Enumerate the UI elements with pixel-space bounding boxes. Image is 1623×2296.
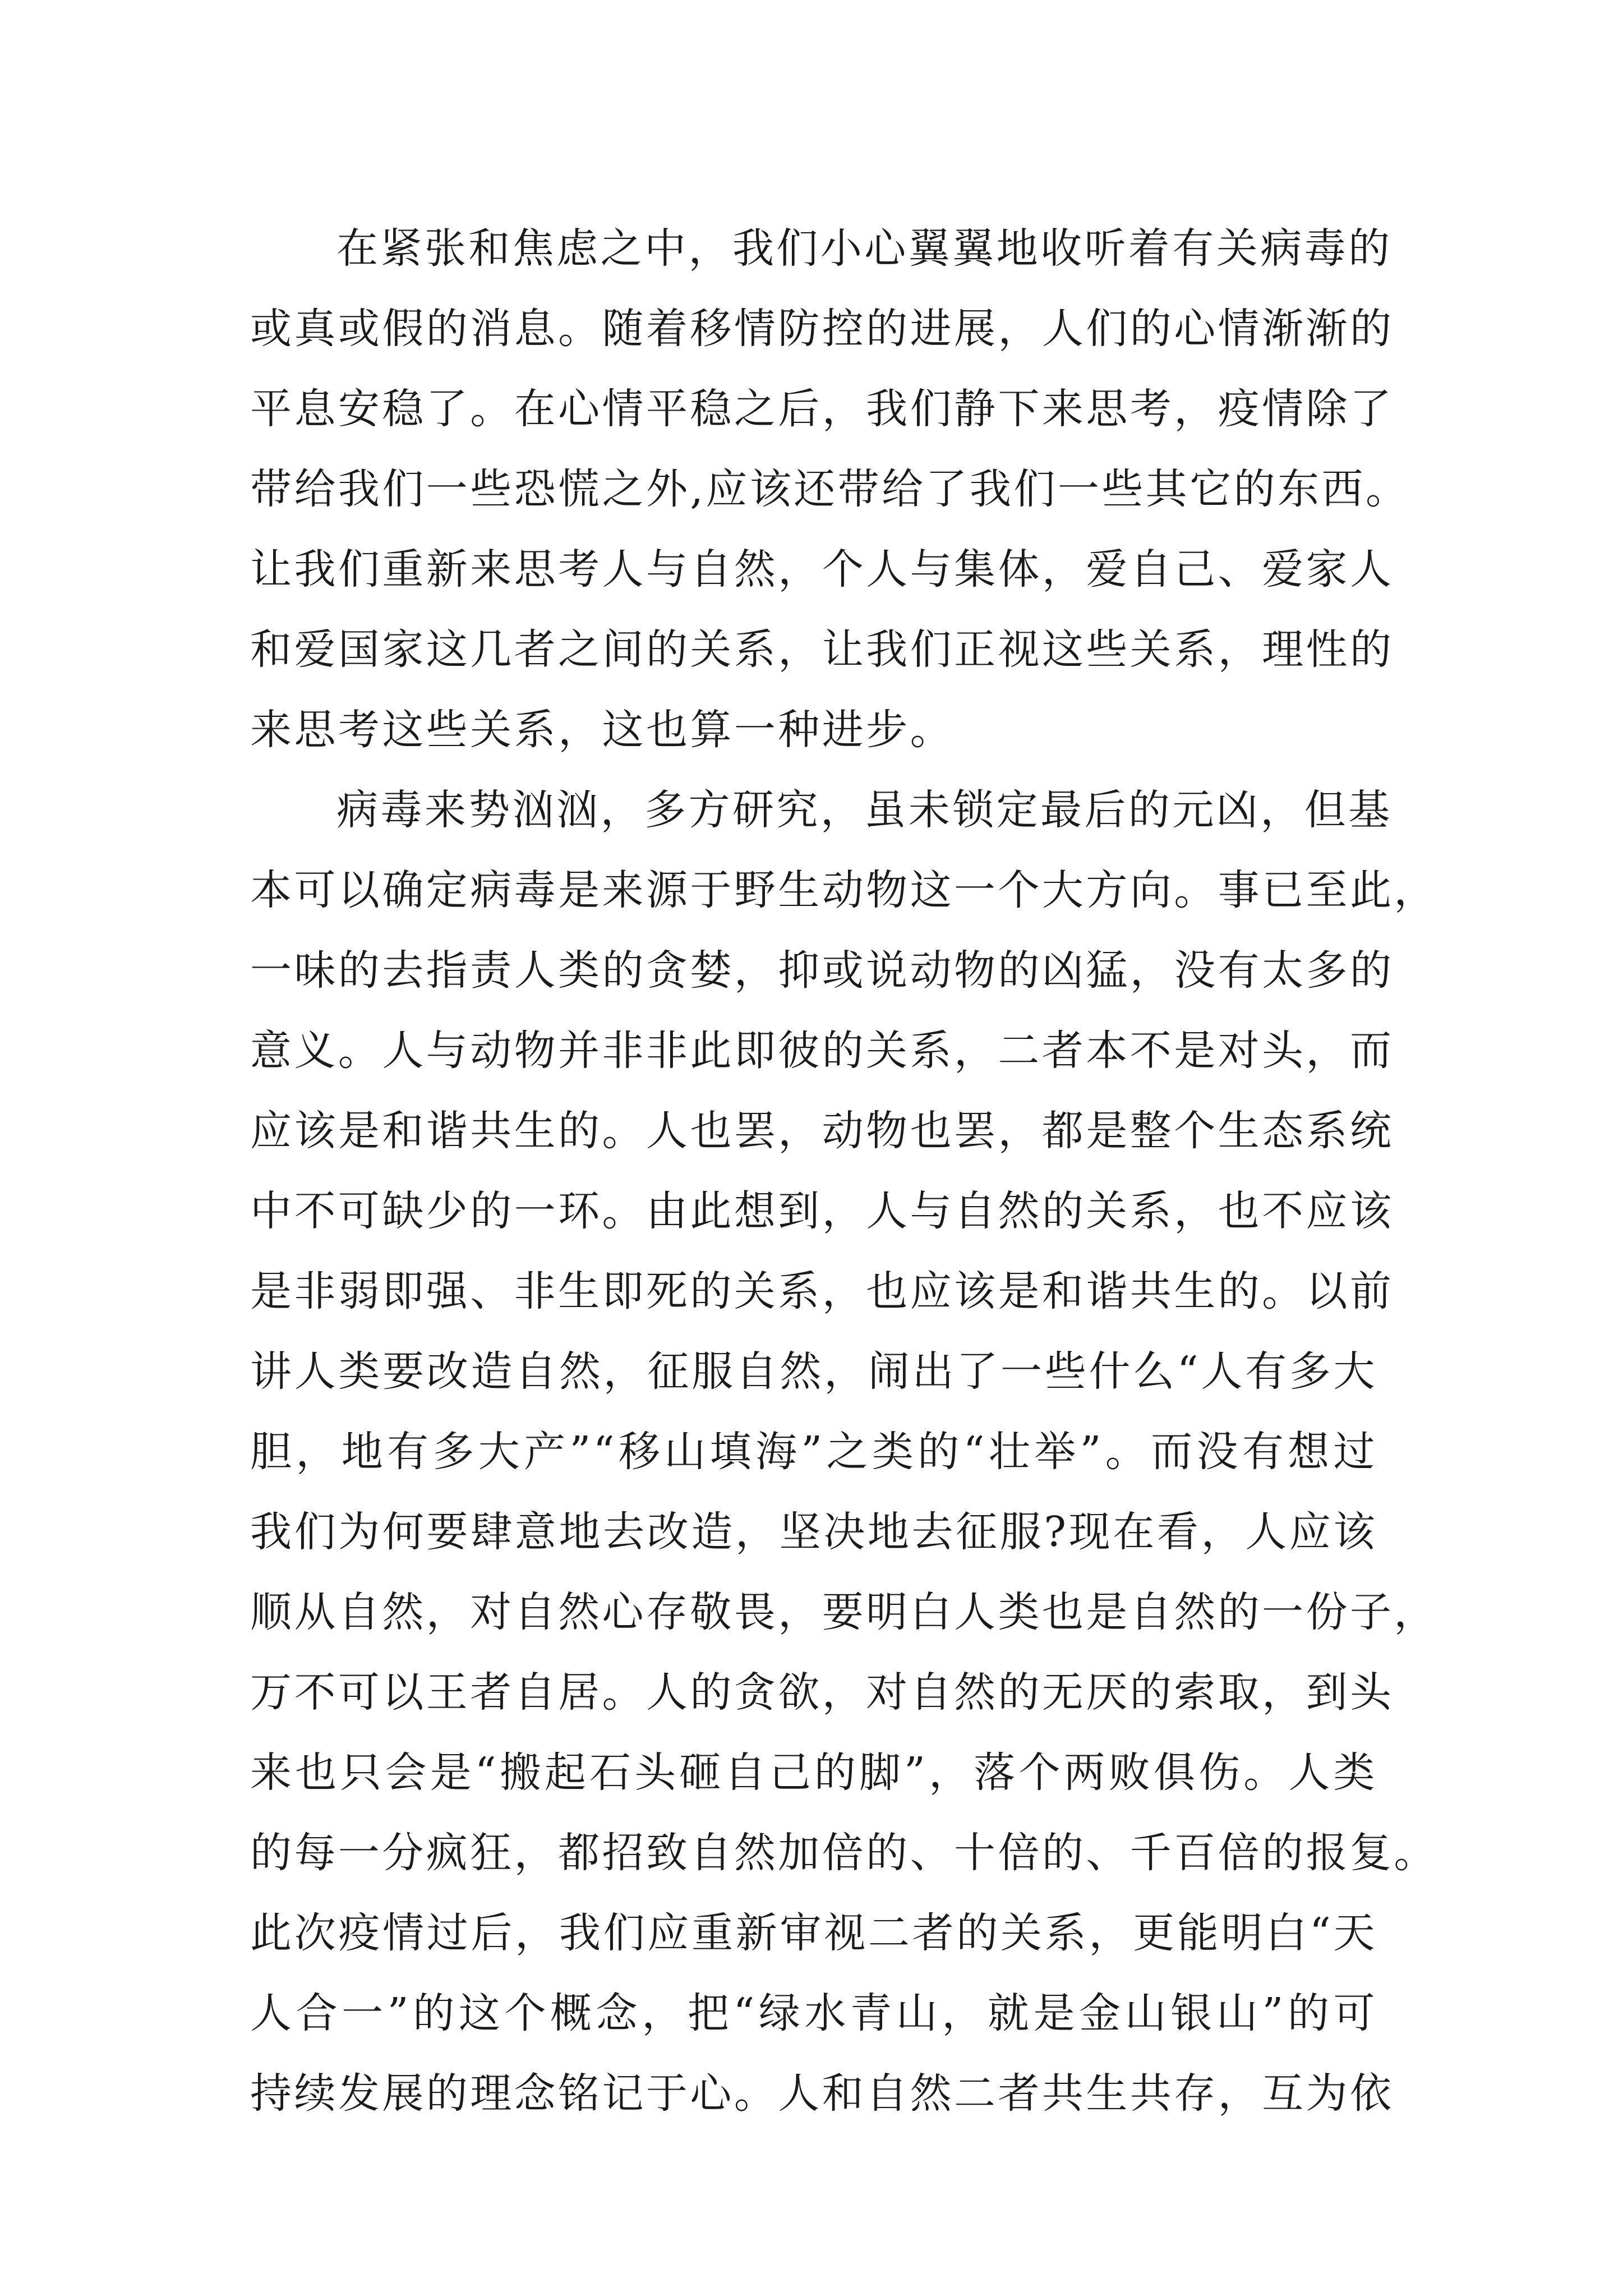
paragraph-2-line-12: 万不可以王者自居。人的贪欲，对自然的无厌的索取，到头 xyxy=(250,1668,1394,1717)
paragraph-2-line-7: 是非弱即强、非生即死的关系，也应该是和谐共生的。以前 xyxy=(250,1267,1394,1315)
paragraph-2-line-5: 应该是和谐共生的。人也罢，动物也罢，都是整个生态系统 xyxy=(250,1107,1394,1155)
paragraph-2-line-11: 顺从自然，对自然心存敬畏，要明白人类也是自然的一份子， xyxy=(250,1588,1438,1636)
paragraph-2-line-2: 本可以确定病毒是来源于野生动物这一个大方向。事已至此， xyxy=(250,866,1438,914)
paragraph-1-line-4: 带给我们一些恐慌之外,应该还带给了我们一些其它的东西。 xyxy=(250,465,1410,513)
paragraph-2-line-8: 讲人类要改造自然，征服自然，闹出了一些什么“人有多大 xyxy=(250,1347,1377,1396)
paragraph-2-line-9: 胆，地有多大产”“移山填海”之类的“壮举”。而没有想过 xyxy=(250,1428,1377,1476)
paragraph-1-line-1: 在紧张和焦虑之中，我们小心翼翼地收听着有关病毒的 xyxy=(336,224,1393,273)
paragraph-2-line-17: 持续发展的理念铭记于心。人和自然二者共生共存，互为依 xyxy=(250,2069,1394,2118)
paragraph-2-line-15: 此次疫情过后，我们应重新审视二者的关系，更能明白“天 xyxy=(250,1909,1377,1957)
paragraph-1-line-2: 或真或假的消息。随着移情防控的进展，人们的心情渐渐的 xyxy=(250,305,1394,353)
paragraph-2-line-10: 我们为何要肆意地去改造，坚决地去征服?现在看，人应该 xyxy=(250,1508,1377,1556)
paragraph-2-line-1: 病毒来势汹汹，多方研究，虽未锁定最后的元凶，但基 xyxy=(336,786,1393,834)
paragraph-2-line-16: 人合一”的这个概念，把“绿水青山，就是金山银山”的可 xyxy=(250,1989,1377,2037)
paragraph-1-line-3: 平息安稳了。在心情平稳之后，我们静下来思考，疫情除了 xyxy=(250,385,1394,433)
paragraph-2-line-3: 一味的去指责人类的贪婪，抑或说动物的凶猛，没有太多的 xyxy=(250,946,1394,995)
paragraph-1-line-5: 让我们重新来思考人与自然，个人与集体，爱自己、爱家人 xyxy=(250,545,1394,593)
paragraph-2-line-4: 意义。人与动物并非非此即彼的关系，二者本不是对头，而 xyxy=(250,1027,1394,1075)
paragraph-1-line-6: 和爱国家这几者之间的关系，让我们正视这些关系，理性的 xyxy=(250,625,1394,674)
paragraph-1-line-7: 来思考这些关系，这也算一种进步。 xyxy=(250,706,955,754)
paragraph-2-line-14: 的每一分疯狂，都招致自然加倍的、十倍的、千百倍的报复。 xyxy=(250,1829,1438,1877)
paragraph-2-line-6: 中不可缺少的一环。由此想到，人与自然的关系，也不应该 xyxy=(250,1187,1394,1235)
paragraph-2-line-13: 来也只会是“搬起石头砸自己的脚”，落个两败俱伤。人类 xyxy=(250,1749,1377,1797)
